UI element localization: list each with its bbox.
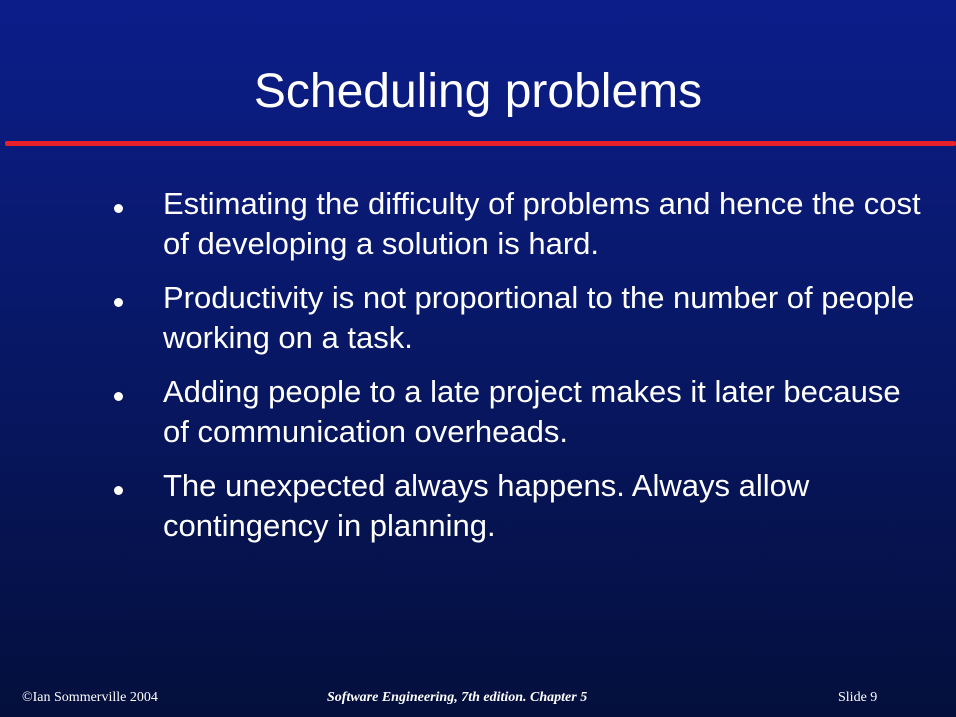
bullet-dot-icon (114, 298, 123, 307)
bullet-item (108, 278, 928, 358)
title-divider (5, 141, 956, 146)
slide-title: Scheduling problems (253, 65, 703, 118)
bullet-text: Productivity is not proportional to the number of people working on a task. (163, 280, 915, 355)
bullet-dot-icon (114, 204, 123, 213)
bullet-text: Adding people to a late project makes it later because of communication overheads. (163, 374, 901, 449)
bullet-text: Estimating the difficulty of problems and hence the cost of developing a solution is hard. (163, 186, 921, 261)
footer-copyright: ©Ian Sommerville 2004 (22, 690, 158, 705)
bullet-item (108, 372, 928, 452)
footer-slide-number: Slide 9 (838, 690, 878, 705)
bullet-list (108, 184, 928, 560)
bullet-item (108, 184, 928, 264)
bullet-item (108, 466, 928, 546)
footer-book-title: Software Engineering, 7th edition. Chapter 5 (327, 690, 588, 705)
bullet-text: The unexpected always happens. Always allow contingency in planning. (163, 468, 810, 543)
bullet-dot-icon (114, 392, 123, 401)
bullet-dot-icon (114, 486, 123, 495)
